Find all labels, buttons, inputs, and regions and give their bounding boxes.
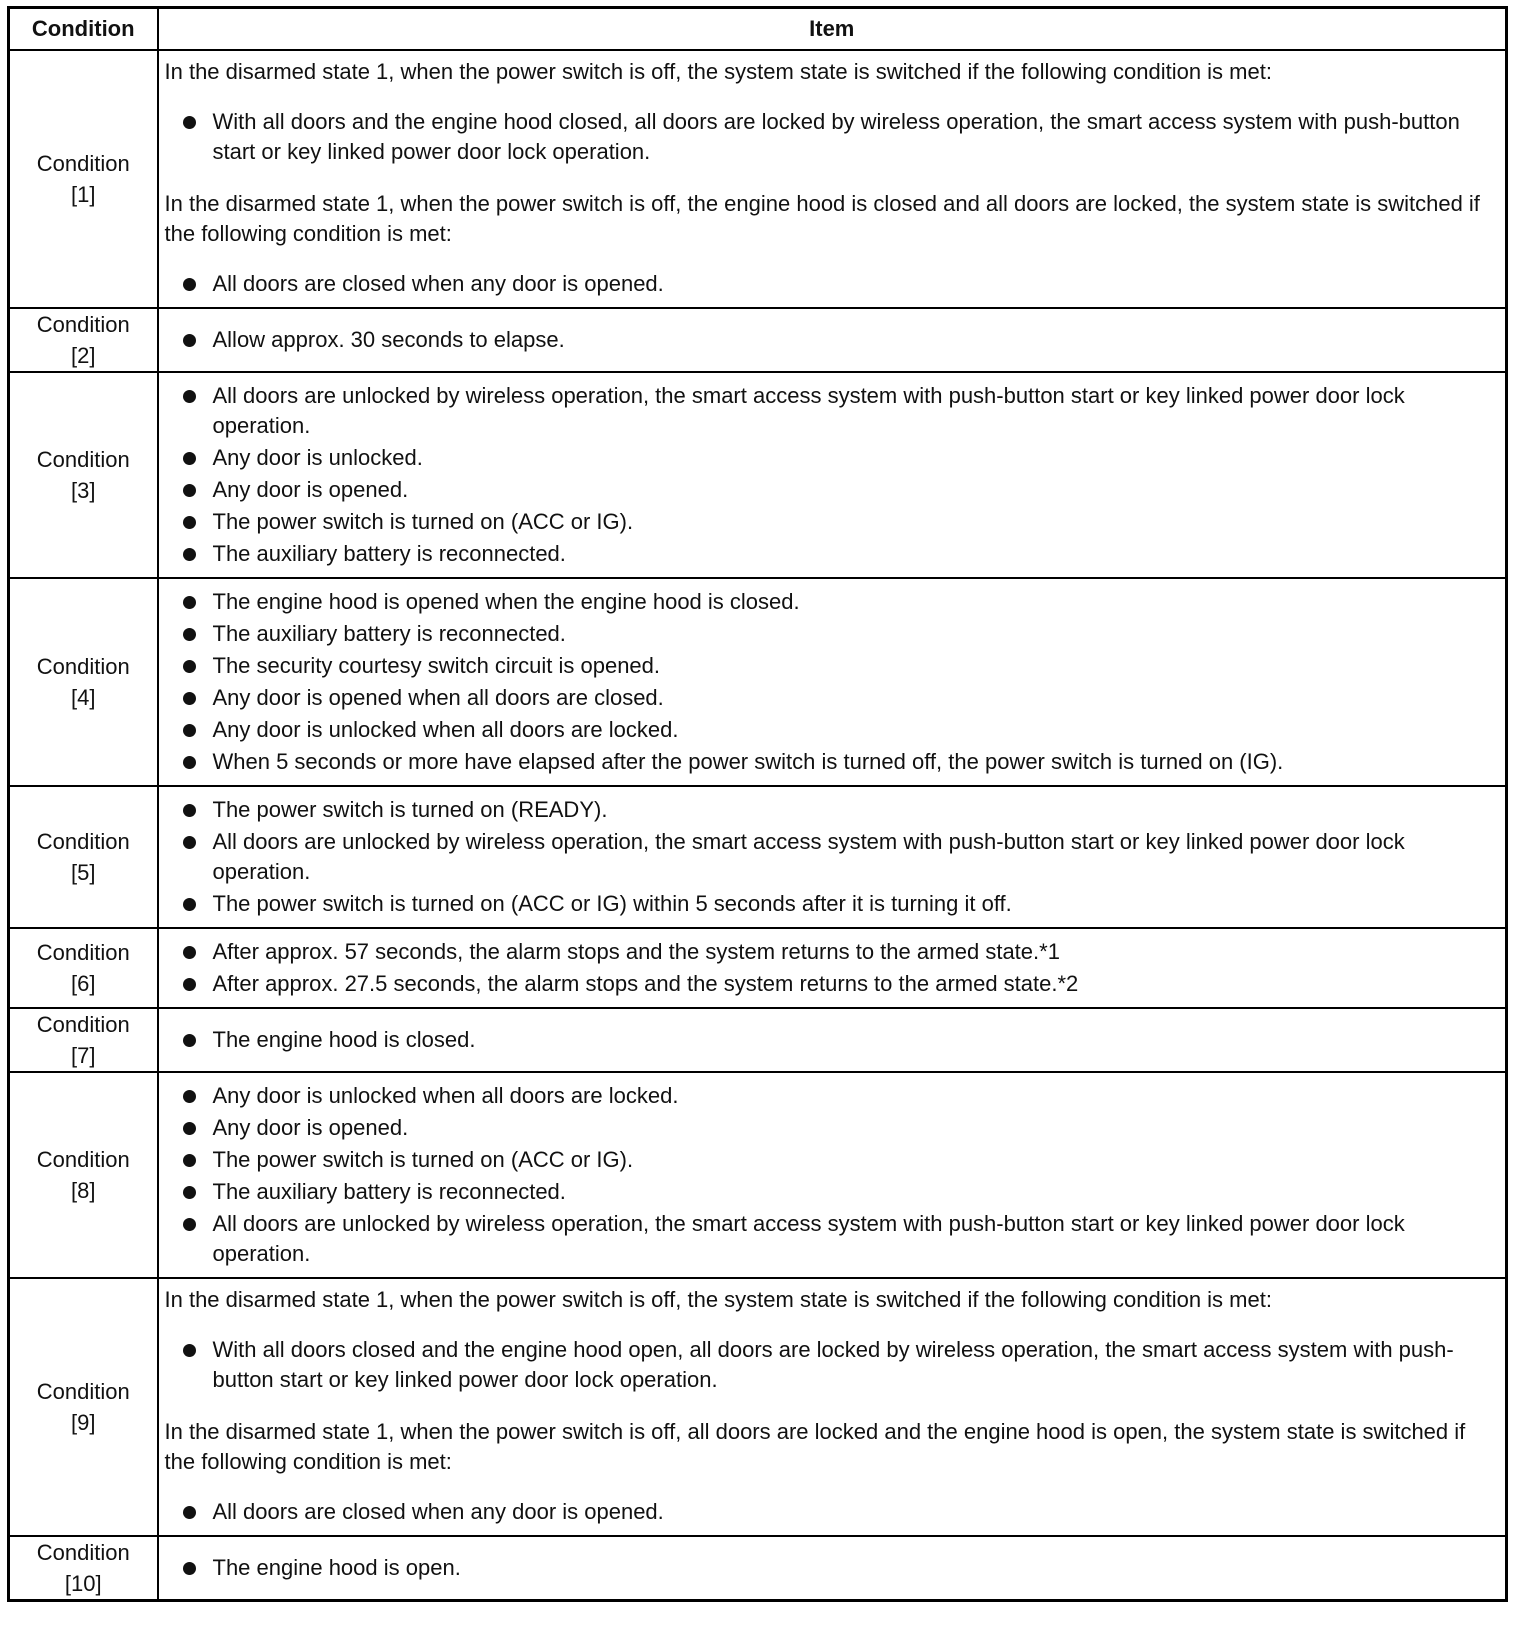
item-cell bbox=[158, 1278, 1507, 1536]
bullet-item: All doors are closed when any door is opened. bbox=[165, 269, 1496, 299]
table-row bbox=[9, 308, 1507, 372]
bullet-item: The power switch is turned on (ACC or IG) within 5 seconds after it is turning it off. bbox=[165, 889, 1496, 919]
bullet-item: Any door is opened. bbox=[165, 1113, 1496, 1143]
condition-label: Condition bbox=[36, 151, 130, 176]
bullet-item: The power switch is turned on (READY). bbox=[165, 795, 1496, 825]
bullet-list bbox=[165, 1553, 1496, 1583]
table-row bbox=[9, 928, 1507, 1008]
item-cell bbox=[158, 372, 1507, 578]
condition-number: [1] bbox=[71, 182, 96, 207]
item-cell bbox=[158, 1536, 1507, 1601]
item-paragraph: In the disarmed state 1, when the power switch is off, all doors are locked and the engine hood is open, the system state is switched if the following condition is met: bbox=[164, 1419, 1466, 1474]
bullet-list bbox=[165, 1497, 1496, 1527]
condition-cell bbox=[9, 50, 158, 308]
item-cell bbox=[158, 50, 1507, 308]
table-row bbox=[9, 578, 1507, 786]
condition-label: Condition bbox=[36, 447, 130, 472]
table-row bbox=[9, 786, 1507, 928]
bullet-list bbox=[165, 325, 1496, 355]
table-row bbox=[9, 1008, 1507, 1072]
condition-cell bbox=[9, 372, 158, 578]
condition-label: Condition bbox=[36, 940, 130, 965]
bullet-item: The engine hood is opened when the engine hood is closed. bbox=[165, 587, 1496, 617]
bullet-list bbox=[165, 269, 1496, 299]
bullet-list bbox=[165, 1025, 1496, 1055]
bullet-item: With all doors closed and the engine hood open, all doors are locked by wireless operation, the smart access system with push-button start or key linked power door lock operation. bbox=[165, 1335, 1496, 1395]
condition-cell bbox=[9, 578, 158, 786]
table-row bbox=[9, 1536, 1507, 1601]
bullet-item: Any door is unlocked when all doors are locked. bbox=[165, 715, 1496, 745]
bullet-item: The auxiliary battery is reconnected. bbox=[165, 539, 1496, 569]
bullet-item: After approx. 27.5 seconds, the alarm stops and the system returns to the armed state.*2 bbox=[165, 969, 1496, 999]
bullet-item: With all doors and the engine hood closed, all doors are locked by wireless operation, the smart access system with push-button start or key linked power door lock operation. bbox=[165, 107, 1496, 167]
bullet-list bbox=[165, 937, 1496, 999]
condition-number: [8] bbox=[71, 1178, 96, 1203]
bullet-list bbox=[165, 795, 1496, 919]
bullet-item: The auxiliary battery is reconnected. bbox=[165, 619, 1496, 649]
item-cell bbox=[158, 308, 1507, 372]
condition-label: Condition bbox=[36, 829, 130, 854]
bullet-item: Any door is unlocked when all doors are locked. bbox=[165, 1081, 1496, 1111]
condition-cell bbox=[9, 308, 158, 372]
bullet-item: Any door is unlocked. bbox=[165, 443, 1496, 473]
bullet-item: When 5 seconds or more have elapsed after the power switch is turned off, the power switch is turned on (IG). bbox=[165, 747, 1496, 777]
bullet-item: The auxiliary battery is reconnected. bbox=[165, 1177, 1496, 1207]
condition-number: [3] bbox=[71, 478, 96, 503]
item-cell bbox=[158, 578, 1507, 786]
condition-number: [9] bbox=[71, 1410, 96, 1435]
bullet-item: All doors are closed when any door is opened. bbox=[165, 1497, 1496, 1527]
table-row bbox=[9, 50, 1507, 308]
condition-label: Condition bbox=[36, 312, 130, 337]
bullet-item: The security courtesy switch circuit is opened. bbox=[165, 651, 1496, 681]
table-row bbox=[9, 1278, 1507, 1536]
bullet-item: All doors are unlocked by wireless operation, the smart access system with push-button start or key linked power door lock operation. bbox=[165, 827, 1496, 887]
bullet-list bbox=[165, 1335, 1496, 1395]
condition-label: Condition bbox=[36, 1147, 130, 1172]
condition-cell bbox=[9, 1278, 158, 1536]
condition-label: Condition bbox=[36, 1379, 130, 1404]
bullet-item: The power switch is turned on (ACC or IG). bbox=[165, 507, 1496, 537]
bullet-item: The engine hood is open. bbox=[165, 1553, 1496, 1583]
bullet-item: After approx. 57 seconds, the alarm stops and the system returns to the armed state.*1 bbox=[165, 937, 1496, 967]
bullet-list bbox=[165, 587, 1496, 777]
bullet-list bbox=[165, 1081, 1496, 1269]
bullet-item: All doors are unlocked by wireless operation, the smart access system with push-button start or key linked power door lock operation. bbox=[165, 1209, 1496, 1269]
item-paragraph: In the disarmed state 1, when the power switch is off, the system state is switched if the following condition is met: bbox=[164, 1287, 1272, 1312]
condition-number: [4] bbox=[71, 685, 96, 710]
condition-number: [6] bbox=[71, 971, 96, 996]
condition-cell bbox=[9, 1072, 158, 1278]
bullet-list bbox=[165, 381, 1496, 569]
condition-cell bbox=[9, 1536, 158, 1601]
table-row bbox=[9, 372, 1507, 578]
bullet-list bbox=[165, 107, 1496, 167]
bullet-item: All doors are unlocked by wireless operation, the smart access system with push-button start or key linked power door lock operation. bbox=[165, 381, 1496, 441]
item-cell bbox=[158, 1008, 1507, 1072]
condition-number: [2] bbox=[71, 343, 96, 368]
table-row bbox=[9, 1072, 1507, 1278]
table-body bbox=[9, 50, 1507, 1601]
item-cell bbox=[158, 1072, 1507, 1278]
bullet-item: Any door is opened when all doors are closed. bbox=[165, 683, 1496, 713]
condition-table bbox=[7, 6, 1508, 1602]
header-condition: Condition bbox=[9, 8, 158, 51]
bullet-item: The power switch is turned on (ACC or IG). bbox=[165, 1145, 1496, 1175]
condition-cell bbox=[9, 928, 158, 1008]
condition-number: [5] bbox=[71, 860, 96, 885]
item-cell bbox=[158, 786, 1507, 928]
item-paragraph: In the disarmed state 1, when the power switch is off, the engine hood is closed and all doors are locked, the system state is switched if the following condition is met: bbox=[164, 191, 1480, 246]
bullet-item: The engine hood is closed. bbox=[165, 1025, 1496, 1055]
condition-number: [10] bbox=[64, 1571, 102, 1596]
condition-cell bbox=[9, 1008, 158, 1072]
condition-label: Condition bbox=[36, 654, 130, 679]
bullet-item: Allow approx. 30 seconds to elapse. bbox=[165, 325, 1496, 355]
bullet-item: Any door is opened. bbox=[165, 475, 1496, 505]
condition-label: Condition bbox=[36, 1540, 130, 1565]
item-paragraph: In the disarmed state 1, when the power switch is off, the system state is switched if the following condition is met: bbox=[164, 59, 1272, 84]
header-item: Item bbox=[158, 8, 1507, 51]
condition-cell bbox=[9, 786, 158, 928]
condition-label: Condition bbox=[36, 1012, 130, 1037]
condition-number: [7] bbox=[71, 1043, 96, 1068]
item-cell bbox=[158, 928, 1507, 1008]
header-row bbox=[9, 8, 1507, 51]
